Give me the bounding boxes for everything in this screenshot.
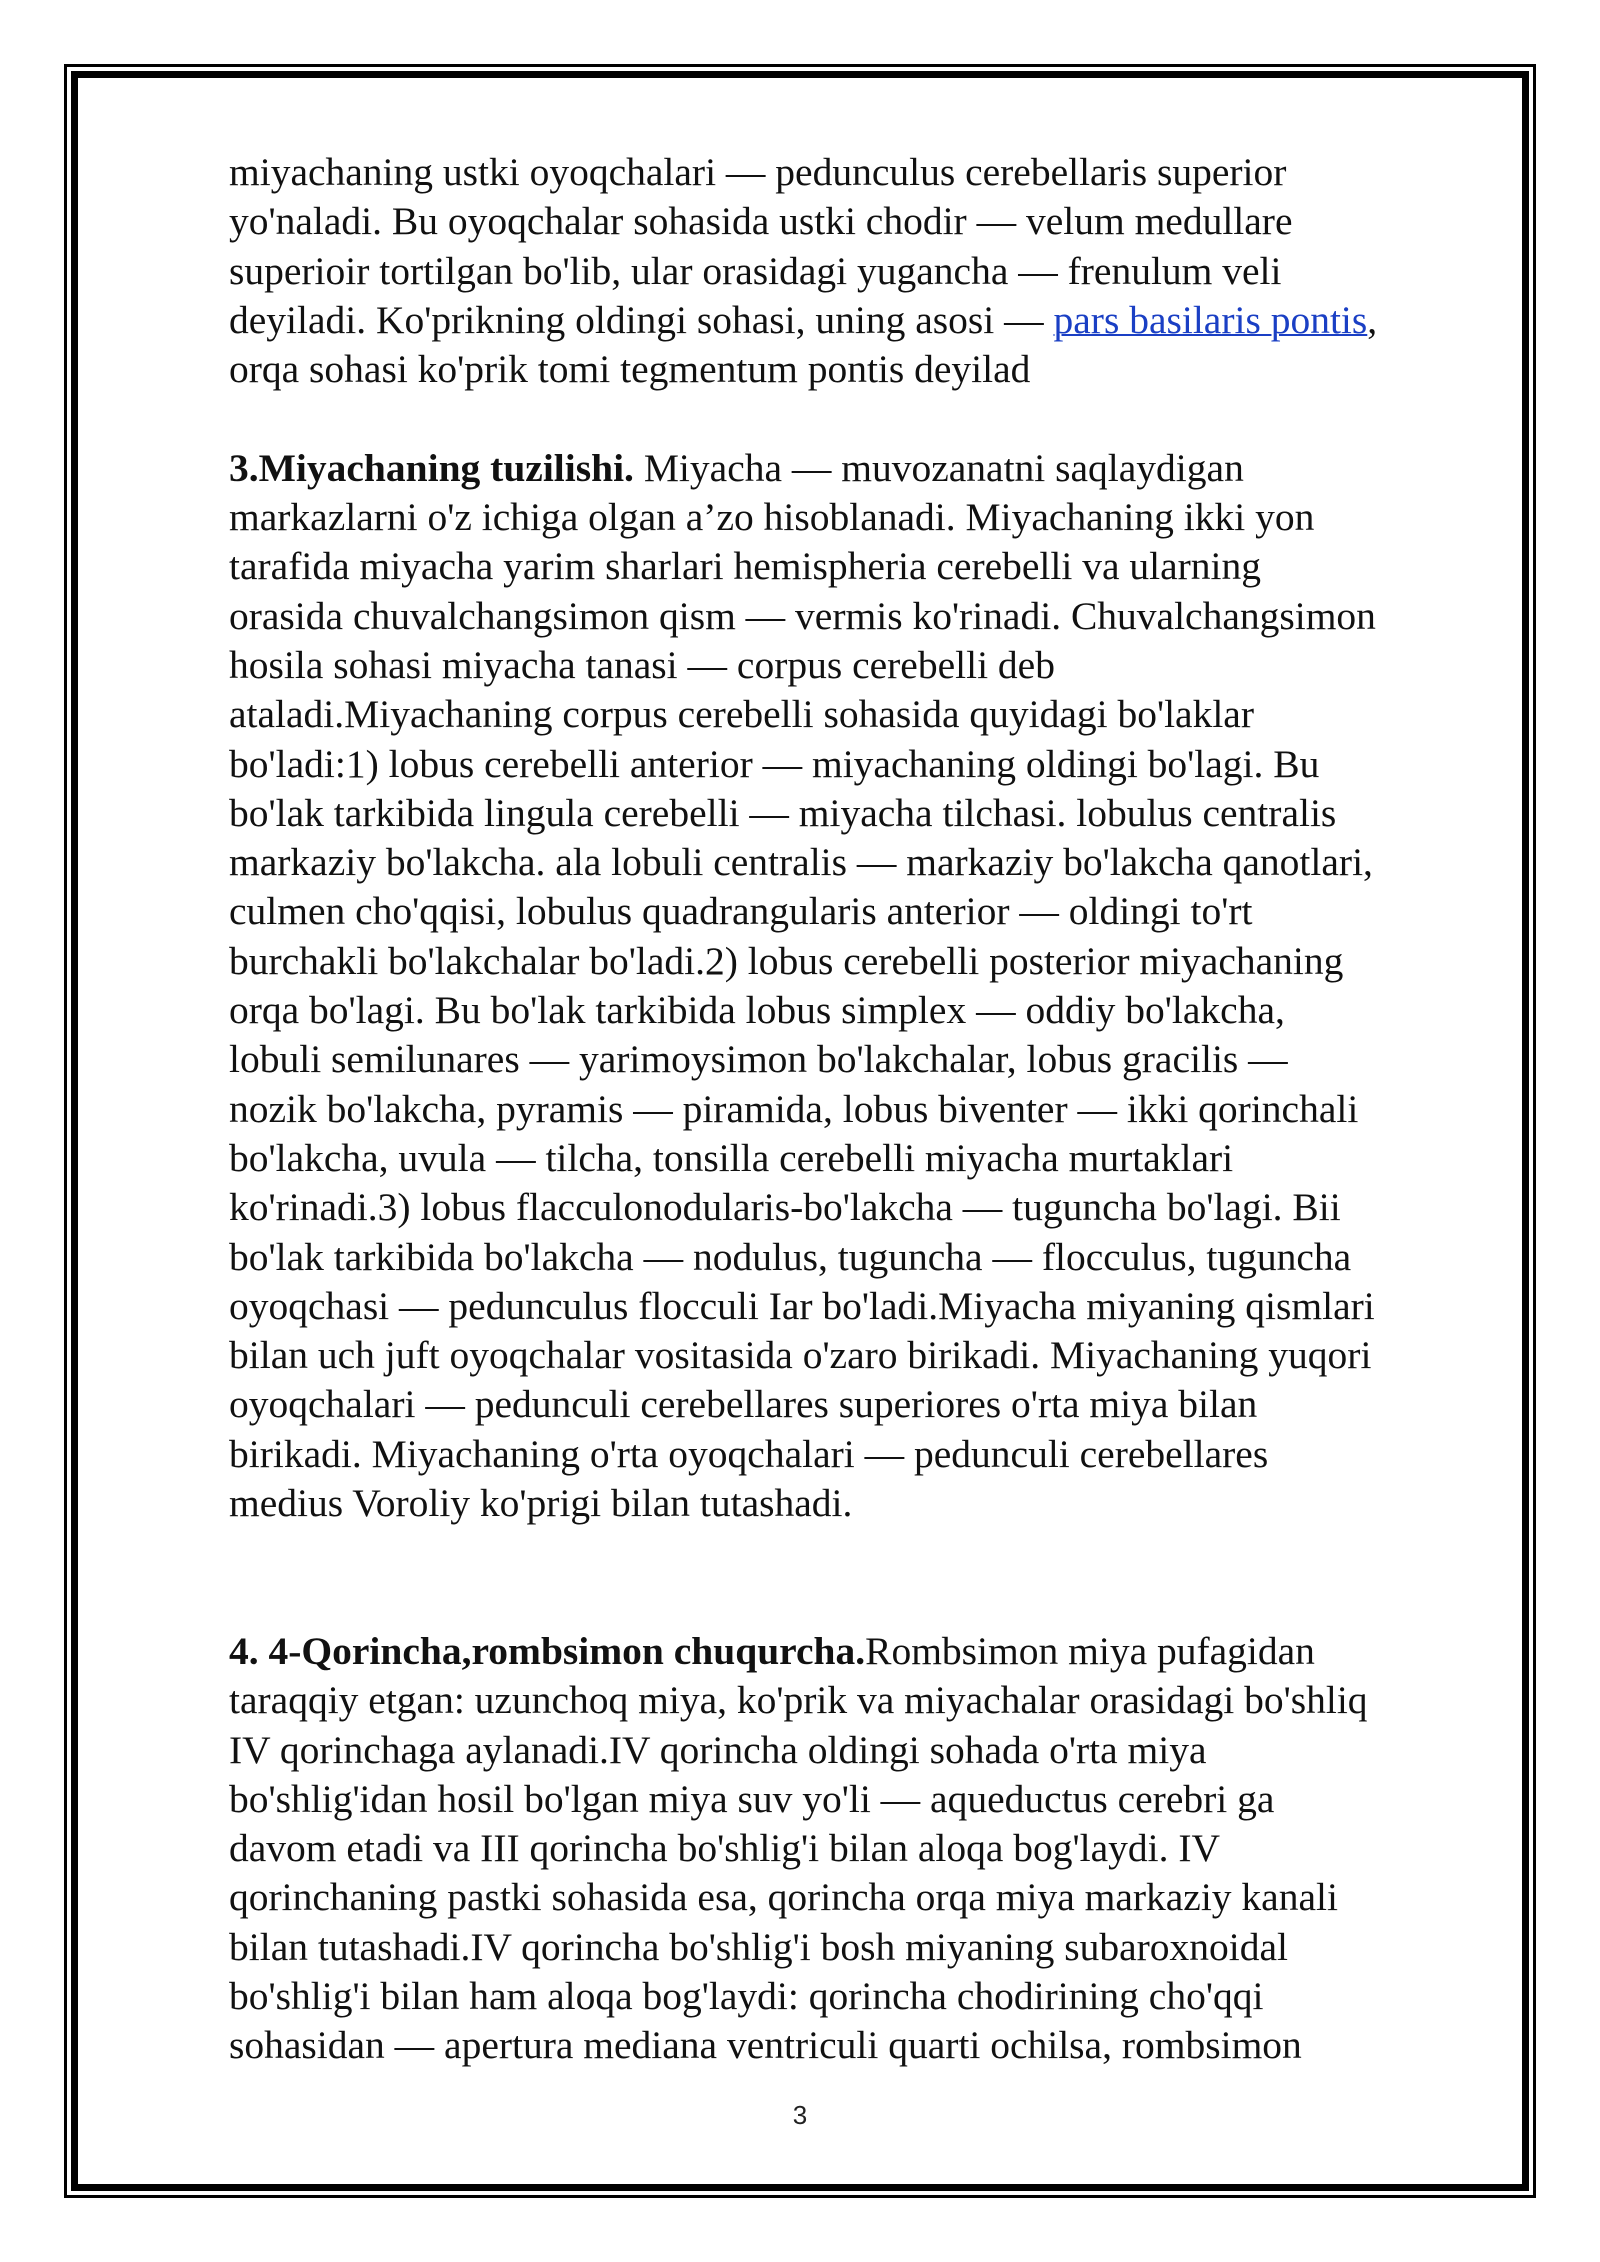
text-line: oyoqchalari — pedunculi cerebellares superiores o'rta miya bilan xyxy=(229,1382,1258,1427)
text-line: markaziy bo'lakcha. ala lobuli centralis — markaziy bo'lakcha qanotlari, xyxy=(229,840,1373,885)
text-line: ko'rinadi.3) lobus flacculonodularis-bo'lakcha — tuguncha bo'lagi. Bii xyxy=(229,1185,1341,1230)
text-line: ataladi.Miyachaning corpus cerebelli sohasida quyidagi bo'laklar xyxy=(229,692,1254,737)
text-line: culmen cho'qqisi, lobulus quadrangularis anterior — oldingi to'rt xyxy=(229,889,1253,934)
text-segment: , xyxy=(1367,297,1378,342)
text-line: burchakli bo'lakchalar bo'ladi.2) lobus cerebelli posterior miyachaning xyxy=(229,938,1344,983)
text-segment: deyiladi. Ko'prikning oldingi sohasi, uning asosi — xyxy=(229,297,1054,342)
text-line: tarafida miyacha yarim sharlari hemispheria cerebelli va ularning xyxy=(229,544,1262,589)
paragraph-spacer xyxy=(229,394,1491,443)
pars-basilaris-pontis-link[interactable]: pars basilaris pontis xyxy=(1053,297,1368,342)
section-4-heading: 4. 4-Qorincha,rombsimon chuqurcha. xyxy=(229,1628,866,1673)
text-line: markazlarni o'z ichiga olgan a’zo hisoblanadi. Miyachaning ikki yon xyxy=(229,495,1315,540)
document-body xyxy=(229,148,1491,2071)
section-3-heading: 3.Miyachaning tuzilishi. xyxy=(229,445,634,490)
text-line: davom etadi va III qorincha bo'shlig'i bilan aloqa bog'laydi. IV xyxy=(229,1826,1221,1871)
paragraph-continuation xyxy=(229,148,1491,394)
text-line: bo'shlig'idan hosil bo'lgan miya suv yo'li — aqueductus cerebri ga xyxy=(229,1776,1275,1821)
text-line: birikadi. Miyachaning o'rta oyoqchalari — pedunculi cerebellares xyxy=(229,1431,1269,1476)
text-line: bo'lak tarkibida bo'lakcha — nodulus, tuguncha — flocculus, tuguncha xyxy=(229,1234,1352,1279)
section-3-first-line xyxy=(229,444,1491,493)
text-line: bo'lakcha, uvula — tilcha, tonsilla cerebelli miyacha murtaklari xyxy=(229,1135,1234,1180)
section-3-paragraph xyxy=(229,444,1491,1529)
section-4-paragraph xyxy=(229,1627,1491,2071)
text-line: miyachaning ustki oyoqchalari — pedunculus cerebellaris superior xyxy=(229,150,1287,194)
text-line: bo'lak tarkibida lingula cerebelli — miyacha tilchasi. lobulus centralis xyxy=(229,790,1337,835)
text-line: yo'naladi. Bu oyoqchalar sohasida ustki chodir — velum medullare xyxy=(229,199,1293,244)
text-line: superioir tortilgan bo'lib, ular orasidagi yugancha — frenulum veli xyxy=(229,248,1282,293)
text-line: taraqqiy etgan: uzunchoq miya, ko'prik va miyachalar orasidagi bo'shliq xyxy=(229,1678,1368,1723)
text-line: medius Voroliy ko'prigi bilan tutashadi. xyxy=(229,1481,853,1526)
section-4-first-line xyxy=(229,1627,1491,1676)
text-line: lobuli semilunares — yarimoysimon bo'lakchalar, lobus gracilis — xyxy=(229,1037,1288,1082)
text-line: orqa bo'lagi. Bu bo'lak tarkibida lobus simplex — oddiy bo'lakcha, xyxy=(229,988,1285,1033)
text-line: sohasidan — apertura mediana ventriculi quarti ochilsa, rombsimon xyxy=(229,2023,1302,2068)
page-number: 3 xyxy=(792,2100,808,2130)
text-line: bilan tutashadi.IV qorincha bo'shlig'i bosh miyaning subaroxnoidal xyxy=(229,1924,1289,1969)
text-line: orqa sohasi ko'prik tomi tegmentum pontis deyilad xyxy=(229,347,1031,392)
text-line: qorinchaning pastki sohasida esa, qorincha orqa miya markaziy kanali xyxy=(229,1875,1338,1920)
text-line: IV qorinchaga aylanadi.IV qorincha oldingi sohada o'rta miya xyxy=(229,1727,1207,1772)
text-line: oyoqchasi — pedunculus flocculi Iar bo'ladi.Miyacha miyaning qismlari xyxy=(229,1283,1375,1328)
text-line: nozik bo'lakcha, pyramis — piramida, lobus biventer — ikki qorinchali xyxy=(229,1086,1359,1131)
text-line: hosila sohasi miyacha tanasi — corpus cerebelli deb xyxy=(229,642,1055,687)
text-segment: Rombsimon miya pufagidan xyxy=(865,1628,1315,1673)
text-line: bo'ladi:1) lobus cerebelli anterior — miyachaning oldingi bo'lagi. Bu xyxy=(229,741,1320,786)
text-line-with-link xyxy=(229,296,1491,345)
text-line: bo'shlig'i bilan ham aloqa bog'laydi: qorincha chodirining cho'qqi xyxy=(229,1973,1264,2018)
text-line: orasida chuvalchangsimon qism — vermis ko'rinadi. Chuvalchangsimon xyxy=(229,593,1376,638)
paragraph-spacer xyxy=(229,1528,1491,1627)
text-segment: Miyacha — muvozanatni saqlaydigan xyxy=(633,445,1244,490)
text-line: bilan uch juft oyoqchalar vositasida o'zaro birikadi. Miyachaning yuqori xyxy=(229,1333,1372,1378)
